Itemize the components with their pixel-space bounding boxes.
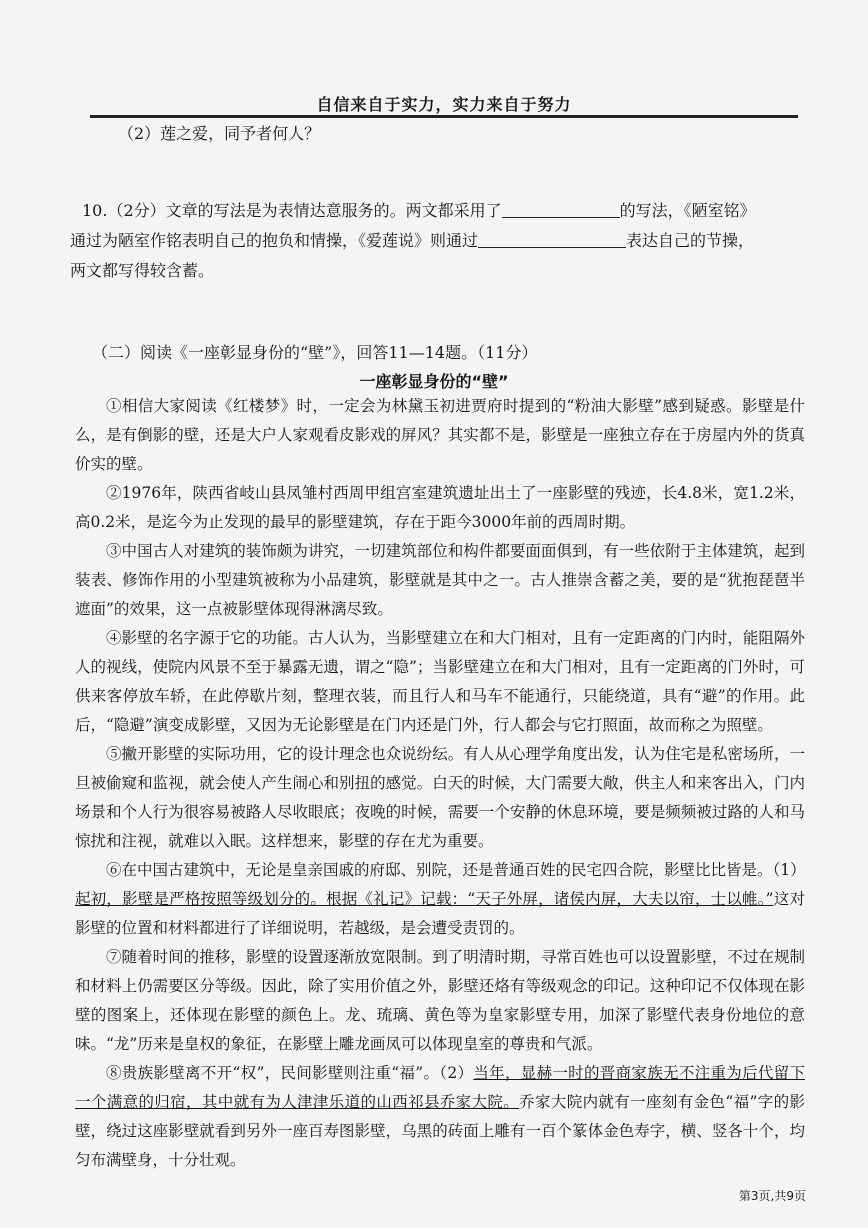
question-10-line-2a: 通过为陋室作铭表明自己的抱负和情操，《爱莲说》则通过	[70, 231, 479, 250]
underlined-sentence-1: 起初，影壁是严格按照等级划分的。根据《礼记》记载：“天子外屏，诸侯内屏，大夫以帘，士以帷。”	[75, 890, 774, 908]
paragraph-6-a: ⑥在中国古建筑中，无论是皇亲国戚的府邸、别院，还是普通百姓的民宅四合院，影壁比比皆是。（1）	[106, 861, 806, 879]
question-10-line-2	[70, 231, 754, 251]
paragraph-6	[75, 856, 805, 943]
question-10-lead: 10.（2分）文章的写法是为表情达意服务的。两文都采用了	[82, 201, 502, 220]
page-header-motto: 自信来自于实力，实力来自于努力	[316, 95, 572, 114]
paragraph-8-a: ⑧贵族影壁离不开“权”，民间影壁则注重“福”。（2）	[106, 1064, 474, 1082]
question-10-line-2b: 表达自己的节操，	[626, 231, 755, 250]
question-10-line-3: 两文都写得较含蓄。	[70, 261, 215, 280]
answer-blank-1[interactable]	[502, 201, 620, 218]
paragraph-6-b: 这对影壁的位置和材料都进行了详细说明，若越级，是会遭受责罚的。	[75, 890, 805, 937]
paragraph-3: ③中国古人对建筑的装饰颇为讲究，一切建筑部位和构件都要面面俱到，有一些依附于主体建筑，起到装表、修饰作用的小型建筑被称为小品建筑，影壁就是其中之一。古人推崇含蓄之美，要的是“犹抱琵琶半遮面”的效果，这一点被影壁体现得淋漓尽致。	[75, 542, 805, 618]
article-title: 一座彰显身份的“壁”	[359, 372, 509, 391]
answer-blank-2[interactable]	[478, 231, 626, 248]
paragraph-8-b: 乔家大院内就有一座刻有金色“福”字的影壁，绕过这座影壁就看到另外一座百寿图影壁，乌黑的砖面上雕有一百个篆体金色寿字，横、竖各十个，均匀布满壁身，十分壮观。	[75, 1093, 805, 1169]
paragraph-1: ①相信大家阅读《红楼梦》时，一定会为林黛玉初进贾府时提到的“粉油大影壁”感到疑惑。影壁是什么，是有倒影的壁，还是大户人家观看皮影戏的屏风？其实都不是，影壁是一座独立存在于房屋内外的货真价实的壁。	[75, 397, 805, 473]
section-2-intro: （二）阅读《一座彰显身份的“壁”》，回答11—14题。（11分）	[92, 343, 538, 362]
page-number: 第3页,共9页	[738, 1189, 806, 1203]
question-10-mid: 的写法，《陋室铭》	[619, 201, 756, 220]
paragraph-4: ④影壁的名字源于它的功能。古人认为，当影壁建立在和大门相对，且有一定距离的门内时，能阻隔外人的视线，使院内风景不至于暴露无遗，谓之“隐”；当影壁建立在和大门相对，且有一定距离的门外时，可供来客停放车轿，在此停歇片刻，整理衣装，而且行人和马车不能通行，只能绕道，具有“避”的作用。此后，“隐避”演变成影壁，又因为无论影壁是在门内还是门外，行人都会与它打照面，故而称之为照壁。	[75, 629, 805, 734]
paragraph-7: ⑦随着时间的推移，影壁的设置逐渐放宽限制。到了明清时期，寻常百姓也可以设置影壁，不过在规制和材料上仍需要区分等级。因此，除了实用价值之外，影壁还烙有等级观念的印记。这种印记不仅体现在影壁的图案上，还体现在影壁的颜色上。龙、琉璃、黄色等为皇家影壁专用，加深了影壁代表身份地位的意味。“龙”历来是皇权的象征，在影壁上雕龙画凤可以体现皇室的尊贵和气派。	[75, 948, 805, 1053]
question-10-line-1	[82, 201, 756, 221]
paragraph-2: ②1976年，陕西省岐山县凤雏村西周甲组宫室建筑遗址出土了一座影壁的残迹，长4.8米，宽1.2米，高0.2米，是迄今为止发现的最早的影壁建筑，存在于距今3000年前的西周时期。	[75, 484, 805, 531]
underlined-sentence-2: 当年，显赫一时的晋商家族无不注重为后代留下一个满意的归宿，其中就有为人津津乐道的山西祁县乔家大院。	[75, 1064, 805, 1111]
question-9-2: （2）莲之爱，同予者何人？	[118, 124, 321, 143]
header-rule	[90, 115, 798, 118]
paragraph-8	[75, 1059, 805, 1175]
article-body	[75, 392, 805, 1175]
paragraph-5: ⑤撇开影壁的实际功用，它的设计理念也众说纷纭。有人从心理学角度出发，认为住宅是私密场所，一旦被偷窥和监视，就会使人产生闹心和别扭的感觉。白天的时候，大门需要大敞，供主人和来客出入，门内场景和个人行为很容易被路人尽收眼底；夜晚的时候，需要一个安静的休息环境，要是频频被过路的人和马惊扰和注视，就难以入眠。这样想来，影壁的存在尤为重要。	[75, 745, 805, 850]
